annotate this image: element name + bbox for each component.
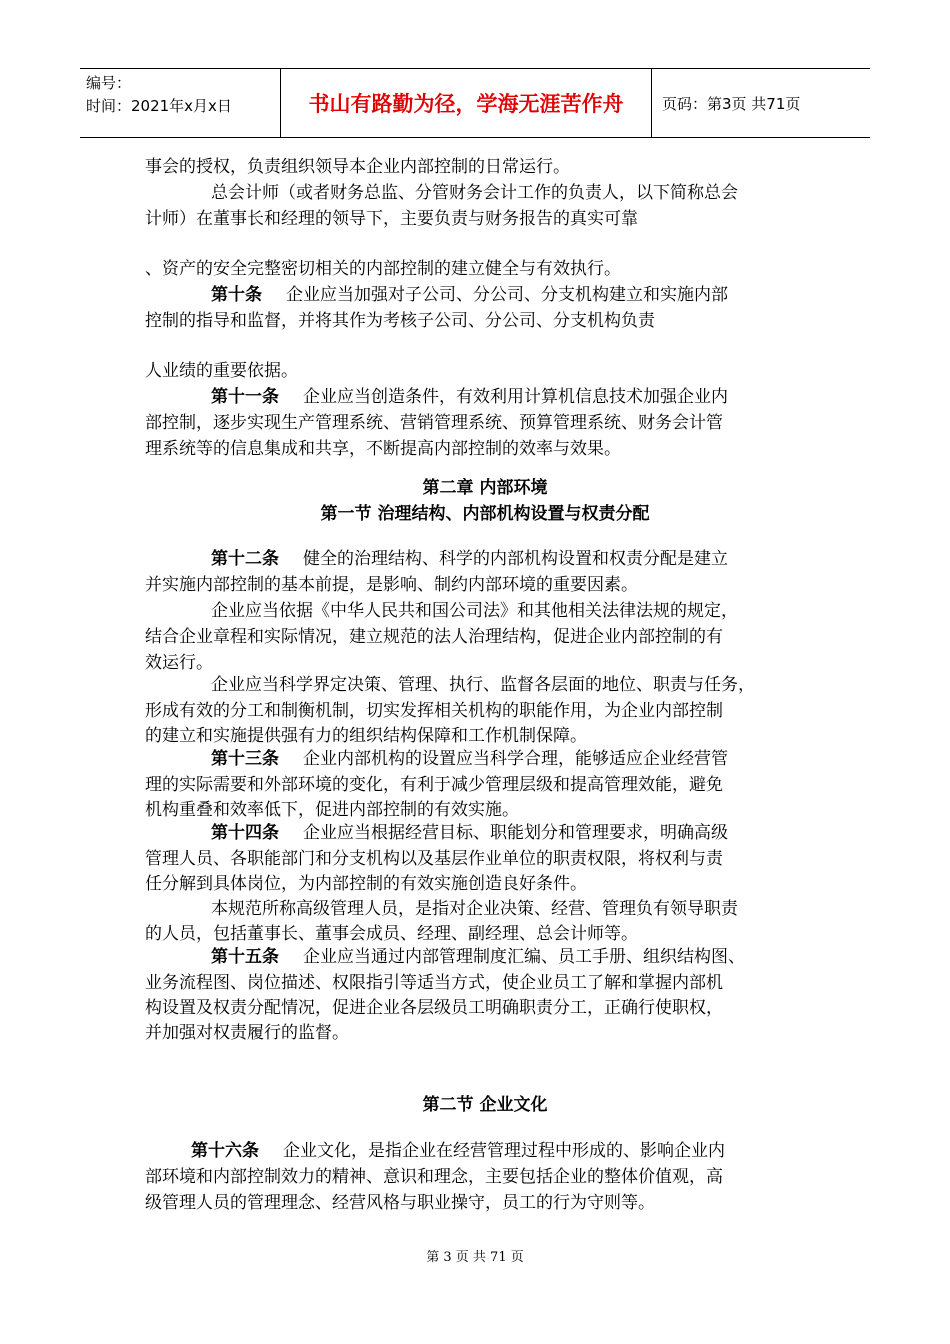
text-line: 理系统等的信息集成和共享，不断提高内部控制的效率与效果。 (145, 439, 621, 459)
article-11 (145, 384, 728, 410)
header-motto-cell (280, 69, 652, 137)
header-motto: 书山有路勤为径，学海无涯苦作舟 (308, 92, 624, 116)
header-meta (80, 69, 280, 137)
article-title: 第十四条 (211, 823, 279, 843)
article-text: 企业内部机构的设置应当科学合理，能够适应企业经营管 (303, 749, 728, 769)
article-text: 企业应当通过内部管理制度汇编、员工手册、组织结构图、 (303, 947, 745, 967)
article-title: 第十二条 (211, 549, 279, 569)
text-line: 理的实际需要和外部环境的变化，有利于减少管理层级和提高管理效能，避免 (145, 775, 723, 795)
text-line: 级管理人员的管理理念、经营风格与职业操守，员工的行为守则等。 (145, 1193, 655, 1213)
article-13 (145, 746, 728, 772)
text-line: 企业应当依据《中华人民共和国公司法》和其他相关法律法规的规定， (211, 601, 738, 621)
chapter-heading: 第二章 内部环境 (422, 478, 548, 498)
article-12 (145, 546, 728, 572)
text-line: 部控制，逐步实现生产管理系统、营销管理系统、预算管理系统、财务会计管 (145, 413, 723, 433)
text-line: 的建立和实施提供强有力的组织结构保障和工作机制保障。 (145, 726, 587, 746)
article-title: 第十条 (211, 285, 262, 305)
text-line: 管理人员、各职能部门和分支机构以及基层作业单位的职责权限，将权利与责 (145, 849, 723, 869)
text-line: 任分解到具体岗位，为内部控制的有效实施创造良好条件。 (145, 874, 587, 894)
header-page-info: 页码：第3页 共71页 (662, 94, 801, 113)
text-line: 本规范所称高级管理人员，是指对企业决策、经营、管理负有领导职责 (211, 899, 738, 919)
doc-number-label: 编号： (86, 74, 132, 92)
article-16 (145, 1138, 725, 1164)
article-text: 企业应当根据经营目标、职能划分和管理要求，明确高级 (303, 823, 728, 843)
text-line: 效运行。 (145, 653, 213, 673)
article-title: 第十六条 (191, 1141, 259, 1161)
text-line: 部环境和内部控制效力的精神、意识和理念，主要包括企业的整体价值观，高 (145, 1167, 723, 1187)
article-14 (145, 820, 728, 846)
text-line: 构设置及权责分配情况，促进企业各层级员工明确职责分工，正确行使职权， (145, 998, 723, 1018)
text-line: 企业应当科学界定决策、管理、执行、监督各层面的地位、职责与任务， (211, 675, 755, 695)
text-line: 结合企业章程和实际情况，建立规范的法人治理结构，促进企业内部控制的有 (145, 627, 723, 647)
text-line: 的人员，包括董事长、董事会成员、经理、副经理、总会计师等。 (145, 924, 638, 944)
page-footer: 第 3 页 共 71 页 (426, 1250, 524, 1265)
section-heading: 第一节 治理结构、内部机构设置与权责分配 (320, 504, 650, 524)
article-10 (145, 282, 728, 308)
article-15 (145, 944, 745, 970)
text-line: 机构重叠和效率低下，促进内部控制的有效实施。 (145, 800, 519, 820)
article-text: 企业应当创造条件，有效利用计算机信息技术加强企业内 (303, 387, 728, 407)
page-header (80, 68, 870, 138)
text-line: 并实施内部控制的基本前提，是影响、制约内部环境的重要因素。 (145, 575, 638, 595)
text-line: 控制的指导和监督，并将其作为考核子公司、分公司、分支机构负责 (145, 311, 655, 331)
text-line: 计师）在董事长和经理的领导下，主要负责与财务报告的真实可靠 (145, 209, 638, 229)
article-title: 第十一条 (211, 387, 279, 407)
text-line: 、资产的安全完整密切相关的内部控制的建立健全与有效执行。 (145, 259, 621, 279)
section-heading: 第二节 企业文化 (422, 1095, 548, 1115)
text-line: 总会计师（或者财务总监、分管财务会计工作的负责人，以下简称总会 (211, 183, 738, 203)
doc-time-label: 时间：2021年x月x日 (86, 97, 232, 115)
text-line: 人业绩的重要依据。 (145, 361, 298, 381)
text-line: 业务流程图、岗位描述、权限指引等适当方式，使企业员工了解和掌握内部机 (145, 973, 723, 993)
text-line: 事会的授权，负责组织领导本企业内部控制的日常运行。 (145, 157, 570, 177)
text-line: 形成有效的分工和制衡机制，切实发挥相关机构的职能作用，为企业内部控制 (145, 701, 723, 721)
article-title: 第十三条 (211, 749, 279, 769)
article-text: 企业应当加强对子公司、分公司、分支机构建立和实施内部 (286, 285, 728, 305)
text-line: 并加强对权责履行的监督。 (145, 1023, 349, 1043)
article-text: 企业文化，是指企业在经营管理过程中形成的、影响企业内 (283, 1141, 725, 1161)
article-text: 健全的治理结构、科学的内部机构设置和权责分配是建立 (303, 549, 728, 569)
article-title: 第十五条 (211, 947, 279, 967)
